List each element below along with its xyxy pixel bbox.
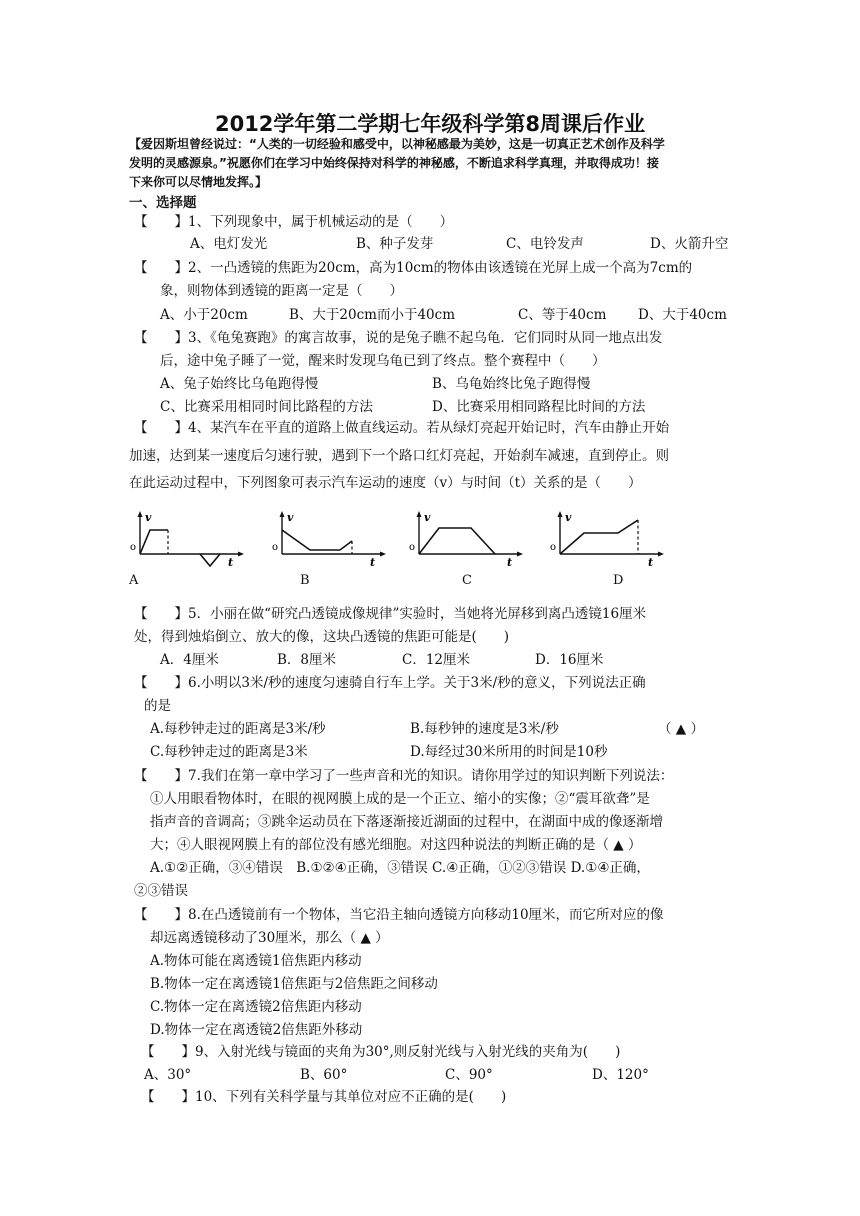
q2-option-d: D、大于40cm	[638, 307, 727, 323]
q2-stem-cont: 象，则物体到透镜的距离一定是（ ）	[160, 283, 403, 299]
q8-stem: 【 】8.在凸透镜前有一个物体，当它沿主轴向透镜方向移动10厘米，而它所对应的像	[134, 907, 664, 923]
q7-line-4: 大；④人眼视网膜上有的部位没有感光细胞。对这四种说法的判断正确的是（ ▲ ）	[150, 837, 642, 853]
q1-option-b: B、种子发芽	[356, 236, 434, 252]
q4-stem-cont: 加速，达到某一速度后匀速行驶，遇到下一个路口红灯亮起，开始刹车减速，直到停止。则	[129, 448, 669, 464]
q7-line-3: 指声音的音调高；③跳伞运动员在下落逐渐接近湖面的过程中，在湖面中成的像逐渐增	[150, 814, 663, 830]
q7-stem: 【 】7.我们在第一章中学习了一些声音和光的知识。请你用学过的知识判断下列说法：	[134, 768, 674, 784]
graph-label-a: A	[129, 573, 139, 588]
graph-a-t-label: t	[228, 556, 234, 568]
graph-c-v-label: v	[424, 511, 431, 524]
q3-option-b: B、乌龟始终比兔子跑得慢	[432, 376, 591, 392]
q9-stem: 【 】9、入射光线与镜面的夹角为30°,则反射光线与入射光线的夹角为( )	[141, 1044, 621, 1060]
q6-option-c: C.每秒钟走过的距离是3米	[150, 744, 308, 760]
q5-option-a: A．4厘米	[160, 652, 219, 668]
intro-line-3: 下来你可以尽情地发挥。】	[129, 175, 268, 189]
q6-option-d: D.每经过30米所用的时间是10秒	[410, 744, 608, 760]
q9-option-c: C、90°	[445, 1067, 493, 1083]
q3-option-d: D、比赛采用相同路程比时间的方法	[432, 399, 646, 415]
intro-line-2: 发明的灵感源泉。”祝愿你们在学习中始终保持对科学的神秘感，不断追求科学真理，并取得成功！接	[129, 156, 659, 170]
q3-stem-cont: 后，途中兔子睡了一觉，醒来时发现乌龟已到了终点。整个赛程中（ ）	[160, 353, 606, 369]
q1-option-d: D、火箭升空	[650, 236, 729, 252]
q6-option-b: B.每秒钟的速度是3米/秒	[410, 721, 559, 737]
q10-stem: 【 】10、下列有关科学量与其单位对应不正确的是( )	[141, 1089, 507, 1105]
graph-b-t-label: t	[370, 556, 376, 568]
q7-line-5: A.①②正确，③④错误 B.①②④正确，③错误 C.④正确，①②③错误 D.①④正确，	[150, 860, 650, 876]
q8-option-d: D.物体一定在离透镜2倍焦距外移动	[150, 1022, 363, 1038]
q1-option-a: A、电灯发光	[190, 236, 268, 252]
graph-d-t-label: t	[648, 556, 654, 568]
q5-option-b: B．8厘米	[277, 652, 337, 668]
q6-stem: 【 】6.小明以3米/秒的速度匀速骑自行车上学。关于3米/秒的意义，下列说法正确	[134, 675, 646, 691]
q2-option-c: C、等于40cm	[518, 307, 607, 323]
q5-option-c: C．12厘米	[402, 652, 471, 668]
q6-answer-mark: （ ▲ ）	[658, 721, 704, 737]
q2-stem: 【 】2、一凸透镜的焦距为20cm，高为10cm的物体由该透镜在光屏上成一个高为7cm的	[134, 260, 693, 276]
intro-line-1: 【爱因斯坦曾经说过：“人类的一切经验和感受中，以神秘感最为美妙，这是一切真正艺术创作及科学	[129, 137, 665, 151]
q3-option-a: A、兔子始终比乌龟跑得慢	[160, 376, 319, 392]
q8-option-a: A.物体可能在离透镜1倍焦距内移动	[150, 953, 362, 969]
graph-a-v-label: v	[145, 511, 152, 524]
q8-stem-cont: 却远离透镜移动了30厘米，那么（ ▲ ）	[150, 930, 389, 946]
graph-c-t-label: t	[507, 556, 513, 568]
q2-option-a: A、小于20cm	[160, 307, 248, 323]
graph-c	[407, 508, 527, 568]
graph-b-origin: o	[272, 542, 279, 553]
q7-line-6: ②③错误	[134, 883, 188, 899]
q5-option-d: D．16厘米	[535, 652, 604, 668]
graph-d-v-label: v	[565, 511, 572, 524]
q1-stem: 【 】1、下列现象中，属于机械运动的是（ ）	[134, 214, 454, 230]
q1-option-c: C、电铃发声	[506, 236, 584, 252]
q8-option-b: B.物体一定在离透镜1倍焦距与2倍焦距之间移动	[150, 976, 438, 992]
q2-option-b: B、大于20cm而小于40cm	[289, 307, 456, 323]
graph-a	[128, 508, 248, 568]
section-heading: 一、选择题	[129, 195, 197, 211]
q3-option-c: C、比赛采用相同时间比路程的方法	[160, 399, 373, 415]
q8-option-c: C.物体一定在离透镜2倍焦距内移动	[150, 999, 362, 1015]
q6-stem-cont: 的是	[144, 698, 171, 714]
graph-label-d: D	[613, 573, 624, 588]
q4-stem: 【 】4、某汽车在平直的道路上做直线运动。若从绿灯亮起开始记时，汽车由静止开始	[134, 420, 670, 436]
graph-label-c: C	[462, 573, 472, 588]
q4-stem-cont-2: 在此运动过程中，下列图象可表示汽车运动的速度（v）与时间（t）关系的是（ ）	[129, 475, 642, 491]
graph-c-origin: o	[409, 542, 416, 553]
graph-label-b: B	[300, 573, 310, 588]
q9-option-d: D、120°	[592, 1067, 649, 1083]
graph-d	[548, 508, 668, 568]
q5-stem-cont: 处，得到烛焰倒立、放大的像，这块凸透镜的焦距可能是( )	[134, 629, 510, 645]
graph-d-origin: o	[550, 542, 557, 553]
graph-a-origin: o	[130, 542, 137, 553]
q3-stem: 【 】3、《龟兔赛跑》的寓言故事，说的是兔子瞧不起乌龟．它们同时从同一地点出发	[134, 330, 663, 346]
graph-b-v-label: v	[287, 511, 294, 524]
q9-option-a: A、30°	[144, 1067, 192, 1083]
graph-b	[270, 508, 390, 568]
q5-stem: 【 】5．小丽在做“研究凸透镜成像规律”实验时，当她将光屏移到离凸透镜16厘米	[134, 606, 647, 622]
page-title: 2012学年第二学期七年级科学第8周课后作业	[214, 112, 646, 136]
q7-line-2: ①人用眼看物体时，在眼的视网膜上成的是一个正立、缩小的实像；②“震耳欲聋”是	[150, 791, 650, 807]
q6-option-a: A.每秒钟走过的距离是3米/秒	[150, 721, 326, 737]
q9-option-b: B、60°	[300, 1067, 348, 1083]
